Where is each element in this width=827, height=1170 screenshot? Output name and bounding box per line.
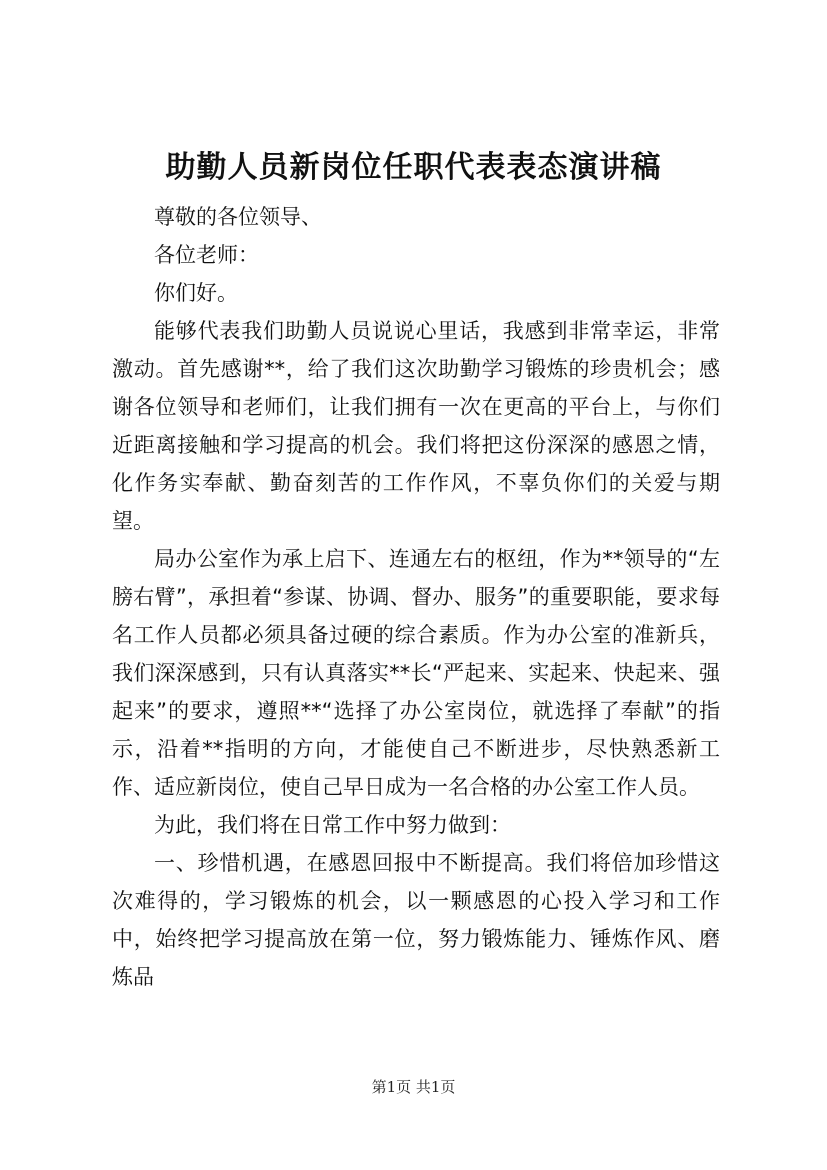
paragraph-commitment-one: 一、珍惜机遇，在感恩回报中不断提高。我们将倍加珍惜这次难得的，学习锻炼的机会，以一颗感恩的心投入学习和工作中，始终把学习提高放在第一位，努力锻炼能力、锤炼作风、磨炼品 — [112, 851, 720, 989]
paragraph-intro-commitments: 为此，我们将在日常工作中努力做到： — [154, 813, 511, 837]
paragraph-office-role: 局办公室作为承上启下、连通左右的枢纽，作为**领导的“左膀右臂”，承担着“参谋、协调、督办、服务”的重要职能，要求每名工作人员都必须具备过硬的综合素质。作为办公室的准新兵，我们深深感到，只有认真落实**长“严起来、实起来、快起来、强起来”的要求，遵照**“选择了办公室岗位，就选择了奉献”的指示，沿着**指明的方向，才能使自己不断进步，尽快熟悉新工作、适应新岗位，使自己早日成为一名合格的办公室工作人员。 — [112, 547, 720, 799]
document-body — [112, 198, 720, 996]
greeting: 你们好。 — [154, 281, 238, 305]
page-number-footer: 第1页 共1页 — [371, 1078, 456, 1096]
document-title: 助勤人员新岗位任职代表表态演讲稿 — [165, 150, 662, 185]
salutation-line-1: 尊敬的各位领导、 — [154, 205, 322, 229]
salutation-line-2: 各位老师： — [154, 243, 259, 267]
paragraph-gratitude: 能够代表我们助勤人员说说心里话，我感到非常幸运，非常激动。首先感谢**，给了我们这次助勤学习锻炼的珍贵机会；感谢各位领导和老师们，让我们拥有一次在更高的平台上，与你们近距离接触和学习提高的机会。我们将把这份深深的感恩之情，化作务实奉献、勤奋刻苦的工作作风，不辜负你们的关爱与期望。 — [112, 319, 720, 533]
